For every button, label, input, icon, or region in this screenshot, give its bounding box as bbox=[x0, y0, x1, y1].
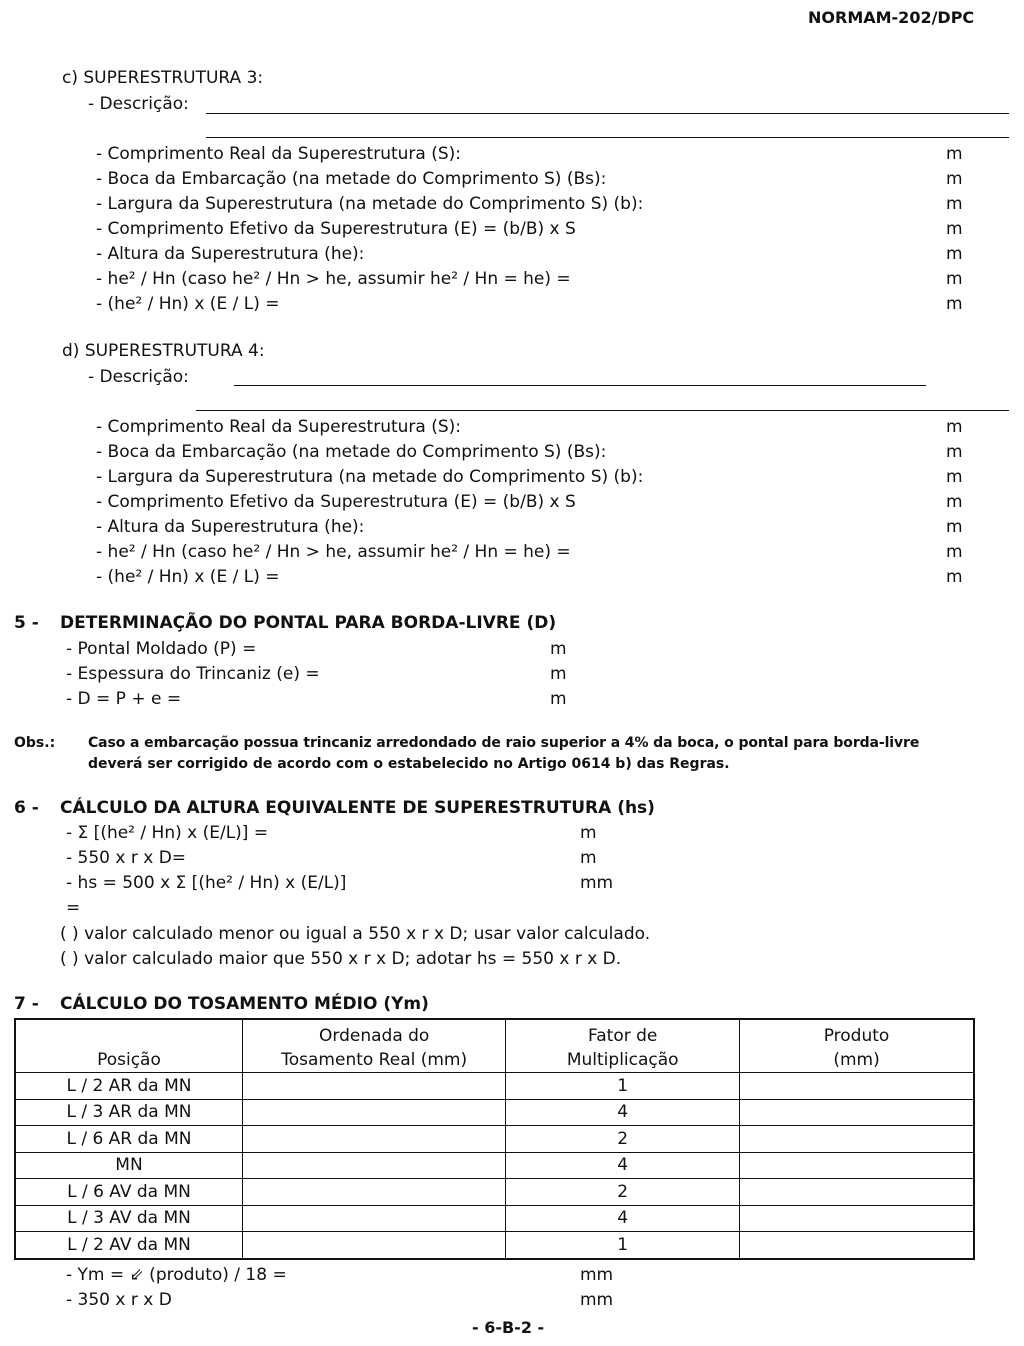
field-unit: mm bbox=[580, 1290, 614, 1310]
cell-product-input[interactable] bbox=[740, 1099, 974, 1126]
table-row bbox=[15, 1232, 974, 1259]
header-ordinate: Ordenada do Tosamento Real (mm) bbox=[242, 1019, 505, 1073]
obs-text-line-2: deverá ser corrigido de acordo com o estabelecido no Artigo 0614 b) das Regras. bbox=[88, 756, 730, 772]
section-c-title: c) SUPERESTRUTURA 3: bbox=[62, 68, 264, 88]
cell-factor: 4 bbox=[506, 1205, 740, 1232]
header-position: Posição bbox=[15, 1019, 242, 1073]
field-label: - Largura da Superestrutura (na metade do Comprimento S) (b): bbox=[96, 467, 644, 487]
section-d-title: d) SUPERESTRUTURA 4: bbox=[62, 341, 265, 361]
table-row bbox=[15, 1126, 974, 1153]
description-line bbox=[206, 113, 1009, 114]
field-unit: mm bbox=[580, 1265, 614, 1285]
section-7-number: 7 - bbox=[14, 994, 39, 1014]
cell-product-input[interactable] bbox=[740, 1073, 974, 1100]
obs-text-line-1: Caso a embarcação possua trincaniz arredondado de raio superior a 4% da boca, o pontal para borda-livre bbox=[88, 735, 920, 751]
field-label: - Altura da Superestrutura (he): bbox=[96, 244, 365, 264]
cell-position: L / 3 AV da MN bbox=[15, 1205, 242, 1232]
cell-factor: 2 bbox=[506, 1179, 740, 1206]
field-label: - 550 x r x D= bbox=[66, 848, 187, 868]
field-label: - Comprimento Real da Superestrutura (S): bbox=[96, 144, 462, 164]
cell-product-input[interactable] bbox=[740, 1232, 974, 1259]
cell-position: MN bbox=[15, 1152, 242, 1179]
cell-position: L / 2 AR da MN bbox=[15, 1073, 242, 1100]
field-unit: m bbox=[550, 664, 567, 684]
section-7-title: CÁLCULO DO TOSAMENTO MÉDIO (Ym) bbox=[60, 994, 429, 1014]
field-label: - hs = 500 x Σ [(he² / Hn) x (E/L)] bbox=[66, 873, 347, 893]
field-label: - Pontal Moldado (P) = bbox=[66, 639, 257, 659]
cell-product-input[interactable] bbox=[740, 1126, 974, 1153]
section-c-description-label: - Descrição: bbox=[88, 94, 189, 114]
field-label: - Σ [(he² / Hn) x (E/L)] = bbox=[66, 823, 269, 843]
cell-ordinate-input[interactable] bbox=[242, 1073, 505, 1100]
cell-product-input[interactable] bbox=[740, 1152, 974, 1179]
section-5-number: 5 - bbox=[14, 613, 39, 633]
page-number: - 6-B-2 - bbox=[472, 1318, 545, 1337]
field-label: - Comprimento Real da Superestrutura (S): bbox=[96, 417, 462, 437]
field-label: - (he² / Hn) x (E / L) = bbox=[96, 567, 280, 587]
table-row bbox=[15, 1205, 974, 1232]
field-unit: m bbox=[946, 144, 963, 164]
section-6-title: CÁLCULO DA ALTURA EQUIVALENTE DE SUPERESTRUTURA (hs) bbox=[60, 798, 655, 818]
cell-factor: 1 bbox=[506, 1073, 740, 1100]
option-adopt-limit[interactable]: ( ) valor calculado maior que 550 x r x D; adotar hs = 550 x r x D. bbox=[60, 949, 622, 969]
field-label: - he² / Hn (caso he² / Hn > he, assumir he² / Hn = he) = bbox=[96, 542, 571, 562]
table-row bbox=[15, 1179, 974, 1206]
cell-position: L / 2 AV da MN bbox=[15, 1232, 242, 1259]
equals-sign: = bbox=[66, 898, 81, 918]
field-unit: m bbox=[946, 219, 963, 239]
field-unit: m bbox=[946, 244, 963, 264]
field-label: - (he² / Hn) x (E / L) = bbox=[96, 294, 280, 314]
field-unit: m bbox=[946, 169, 963, 189]
cell-ordinate-input[interactable] bbox=[242, 1099, 505, 1126]
cell-factor: 1 bbox=[506, 1232, 740, 1259]
obs-label: Obs.: bbox=[14, 735, 56, 751]
field-unit: m bbox=[946, 194, 963, 214]
description-line bbox=[206, 137, 1009, 138]
cell-ordinate-input[interactable] bbox=[242, 1179, 505, 1206]
cell-position: L / 6 AR da MN bbox=[15, 1126, 242, 1153]
section-5-title: DETERMINAÇÃO DO PONTAL PARA BORDA-LIVRE (D) bbox=[60, 613, 557, 633]
cell-factor: 4 bbox=[506, 1152, 740, 1179]
field-unit: m bbox=[580, 848, 597, 868]
field-unit: mm bbox=[580, 873, 614, 893]
table-header-row bbox=[15, 1019, 974, 1073]
field-label: - Boca da Embarcação (na metade do Comprimento S) (Bs): bbox=[96, 442, 607, 462]
cell-factor: 4 bbox=[506, 1099, 740, 1126]
header-product: Produto (mm) bbox=[740, 1019, 974, 1073]
field-unit: m bbox=[580, 823, 597, 843]
section-6-number: 6 - bbox=[14, 798, 39, 818]
sheer-table bbox=[14, 1018, 975, 1260]
field-unit: m bbox=[946, 517, 963, 537]
field-label: - D = P + e = bbox=[66, 689, 182, 709]
option-calculated-value[interactable]: ( ) valor calculado menor ou igual a 550 x r x D; usar valor calculado. bbox=[60, 924, 651, 944]
field-unit: m bbox=[550, 639, 567, 659]
field-unit: m bbox=[550, 689, 567, 709]
document-id: NORMAM-202/DPC bbox=[808, 8, 975, 27]
cell-position: L / 6 AV da MN bbox=[15, 1179, 242, 1206]
cell-product-input[interactable] bbox=[740, 1179, 974, 1206]
field-unit: m bbox=[946, 294, 963, 314]
field-label: - Comprimento Efetivo da Superestrutura (E) = (b/B) x S bbox=[96, 492, 576, 512]
table-row bbox=[15, 1099, 974, 1126]
field-unit: m bbox=[946, 467, 963, 487]
field-label: - Largura da Superestrutura (na metade do Comprimento S) (b): bbox=[96, 194, 644, 214]
field-label: - Ym = ⇙ (produto) / 18 = bbox=[66, 1265, 287, 1285]
table-row bbox=[15, 1073, 974, 1100]
description-line bbox=[196, 410, 1009, 411]
field-label: - Boca da Embarcação (na metade do Comprimento S) (Bs): bbox=[96, 169, 607, 189]
cell-factor: 2 bbox=[506, 1126, 740, 1153]
field-unit: m bbox=[946, 492, 963, 512]
field-unit: m bbox=[946, 269, 963, 289]
cell-ordinate-input[interactable] bbox=[242, 1126, 505, 1153]
header-factor: Fator de Multiplicação bbox=[506, 1019, 740, 1073]
field-label: - he² / Hn (caso he² / Hn > he, assumir he² / Hn = he) = bbox=[96, 269, 571, 289]
cell-product-input[interactable] bbox=[740, 1205, 974, 1232]
cell-ordinate-input[interactable] bbox=[242, 1232, 505, 1259]
field-label: - Espessura do Trincaniz (e) = bbox=[66, 664, 320, 684]
field-unit: m bbox=[946, 442, 963, 462]
field-unit: m bbox=[946, 542, 963, 562]
section-d-description-label: - Descrição: bbox=[88, 367, 189, 387]
field-unit: m bbox=[946, 417, 963, 437]
field-unit: m bbox=[946, 567, 963, 587]
description-line bbox=[234, 385, 926, 386]
cell-ordinate-input[interactable] bbox=[242, 1205, 505, 1232]
field-label: - 350 x r x D bbox=[66, 1290, 172, 1310]
field-label: - Altura da Superestrutura (he): bbox=[96, 517, 365, 537]
field-label: - Comprimento Efetivo da Superestrutura (E) = (b/B) x S bbox=[96, 219, 576, 239]
table-row bbox=[15, 1152, 974, 1179]
cell-position: L / 3 AR da MN bbox=[15, 1099, 242, 1126]
cell-ordinate-input[interactable] bbox=[242, 1152, 505, 1179]
